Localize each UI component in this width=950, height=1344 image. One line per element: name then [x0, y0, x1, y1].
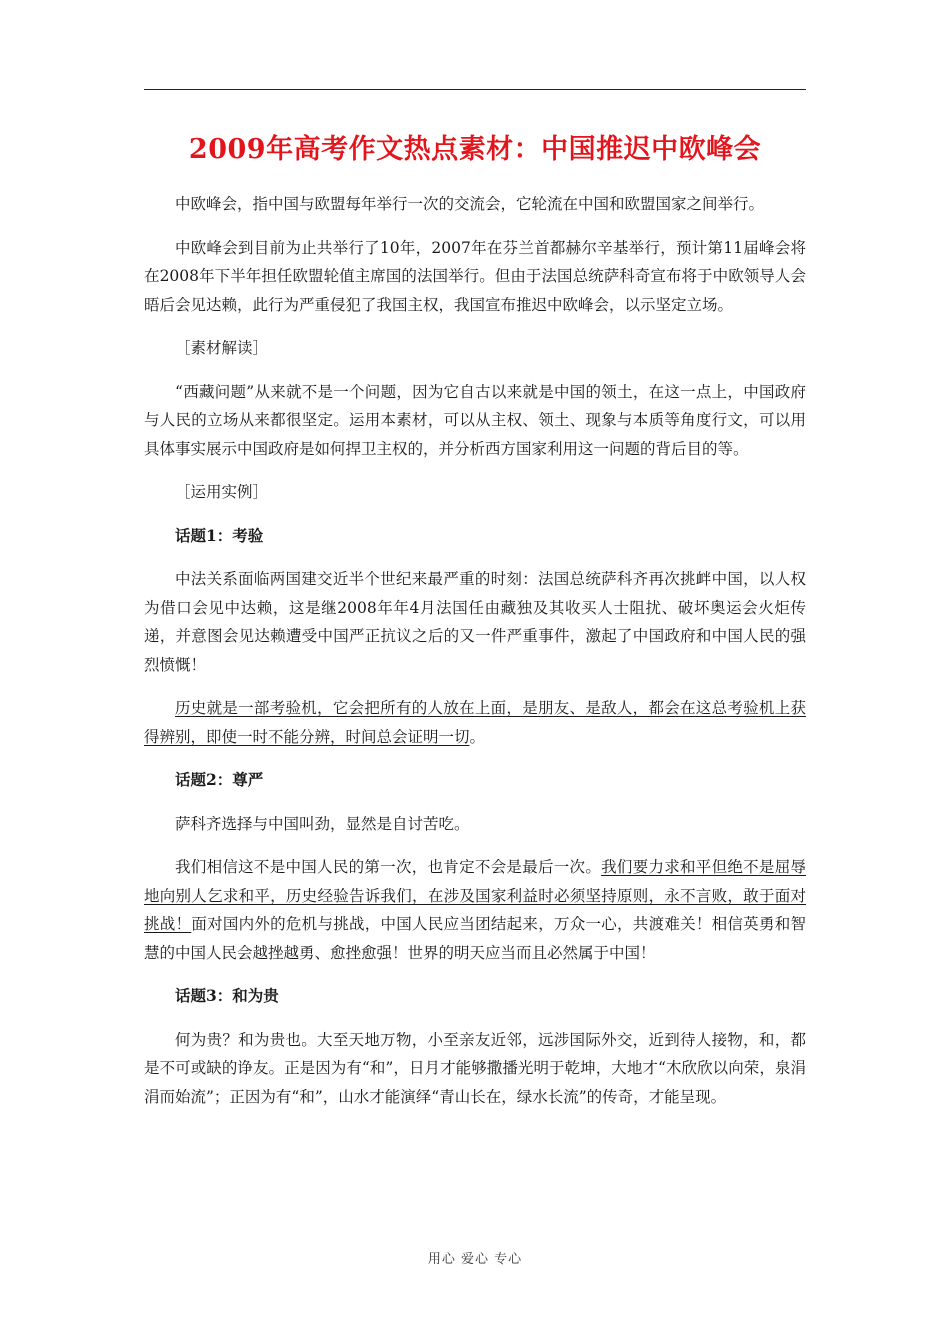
paragraph-interpretation: “西藏问题”从来就不是一个问题，因为它自古以来就是中国的领土，在这一点上，中国政府与人民的立场从来都很坚定。运用本素材，可以从主权、领土、现象与本质等角度行文，可以用具体事实展示中国政府是如何捍卫主权的，并分析西方国家利用这一问题的背后目的等。 [144, 382, 806, 458]
quote-end: 。 [469, 727, 486, 746]
section-heading-interpretation: ［素材解读］ [175, 339, 269, 357]
page-title: 2009年高考作文热点素材：中国推迟中欧峰会 [188, 134, 762, 165]
underlined-quote: 历史就是一部考验机，它会把所有的人放在上面，是朋友、是敌人，都会在这总考验机上获得辨别，即使一时不能分辨，时间总会证明一切 [144, 699, 806, 746]
page-footer: 用心 爱心 专心 [427, 1252, 523, 1267]
body-end: 面对国内外的危机与挑战，中国人民应当团结起来，万众一心，共渡难关！相信英勇和智慧的中国人民会越挫越勇、愈挫愈强！世界的明天应当而且必然属于中国！ [144, 915, 806, 962]
section-heading-examples: ［运用实例］ [175, 483, 269, 501]
paragraph-topic2-body [144, 853, 806, 967]
document-body [144, 190, 806, 1126]
paragraph-intro: 中欧峰会，指中国与欧盟每年举行一次的交流会，它轮流在中国和欧盟国家之间举行。 [175, 195, 765, 213]
paragraph-topic1-quote [144, 694, 806, 751]
paragraph-background: 中欧峰会到目前为止共举行了10年，2007年在芬兰首都赫尔辛基举行，预计第11届峰会将在2008年下半年担任欧盟轮值主席国的法国举行。但由于法国总统萨科奇宣布将于中欧领导人会晤后会见达赖，此行为严重侵犯了我国主权，我国宣布推迟中欧峰会，以示坚定立场。 [144, 238, 806, 314]
topic-heading-3: 话题3：和为贵 [175, 986, 279, 1005]
body-start: 我们相信这不是中国人民的第一次，也肯定不会是最后一次。 [175, 858, 602, 876]
underlined-passage: 我们要力求和平但绝不是屈辱地向别人乞求和平，历史经验告诉我们，在涉及国家利益时必须坚持原则，永不言败，敢于面对挑战！ [144, 858, 806, 933]
paragraph-topic1-body: 中法关系面临两国建交近半个世纪来最严重的时刻：法国总统萨科齐再次挑衅中国，以人权为借口会见中达赖，这是继2008年年4月法国任由藏独及其收买人士阻扰、破坏奥运会火炬传递，并意图会见达赖遭受中国严正抗议之后的又一件严重事件，激起了中国政府和中国人民的强烈愤慨！ [144, 570, 806, 674]
paragraph-topic2-lead: 萨科齐选择与中国叫劲，显然是自讨苦吃。 [175, 814, 470, 833]
header-rule [144, 89, 806, 90]
topic-heading-2: 话题2：尊严 [175, 770, 264, 789]
topic-heading-1: 话题1：考验 [175, 525, 264, 545]
paragraph-topic3-body: 何为贵？和为贵也。大至天地万物，小至亲友近邻，远涉国际外交，近到待人接物，和，都是不可或缺的诤友。正是因为有“和”，日月才能够撒播光明于乾坤，大地才“木欣欣以向荣，泉涓涓而始流”；正因为有“和”，山水才能演绎“青山长在，绿水长流”的传奇，才能呈现。 [144, 1030, 806, 1106]
